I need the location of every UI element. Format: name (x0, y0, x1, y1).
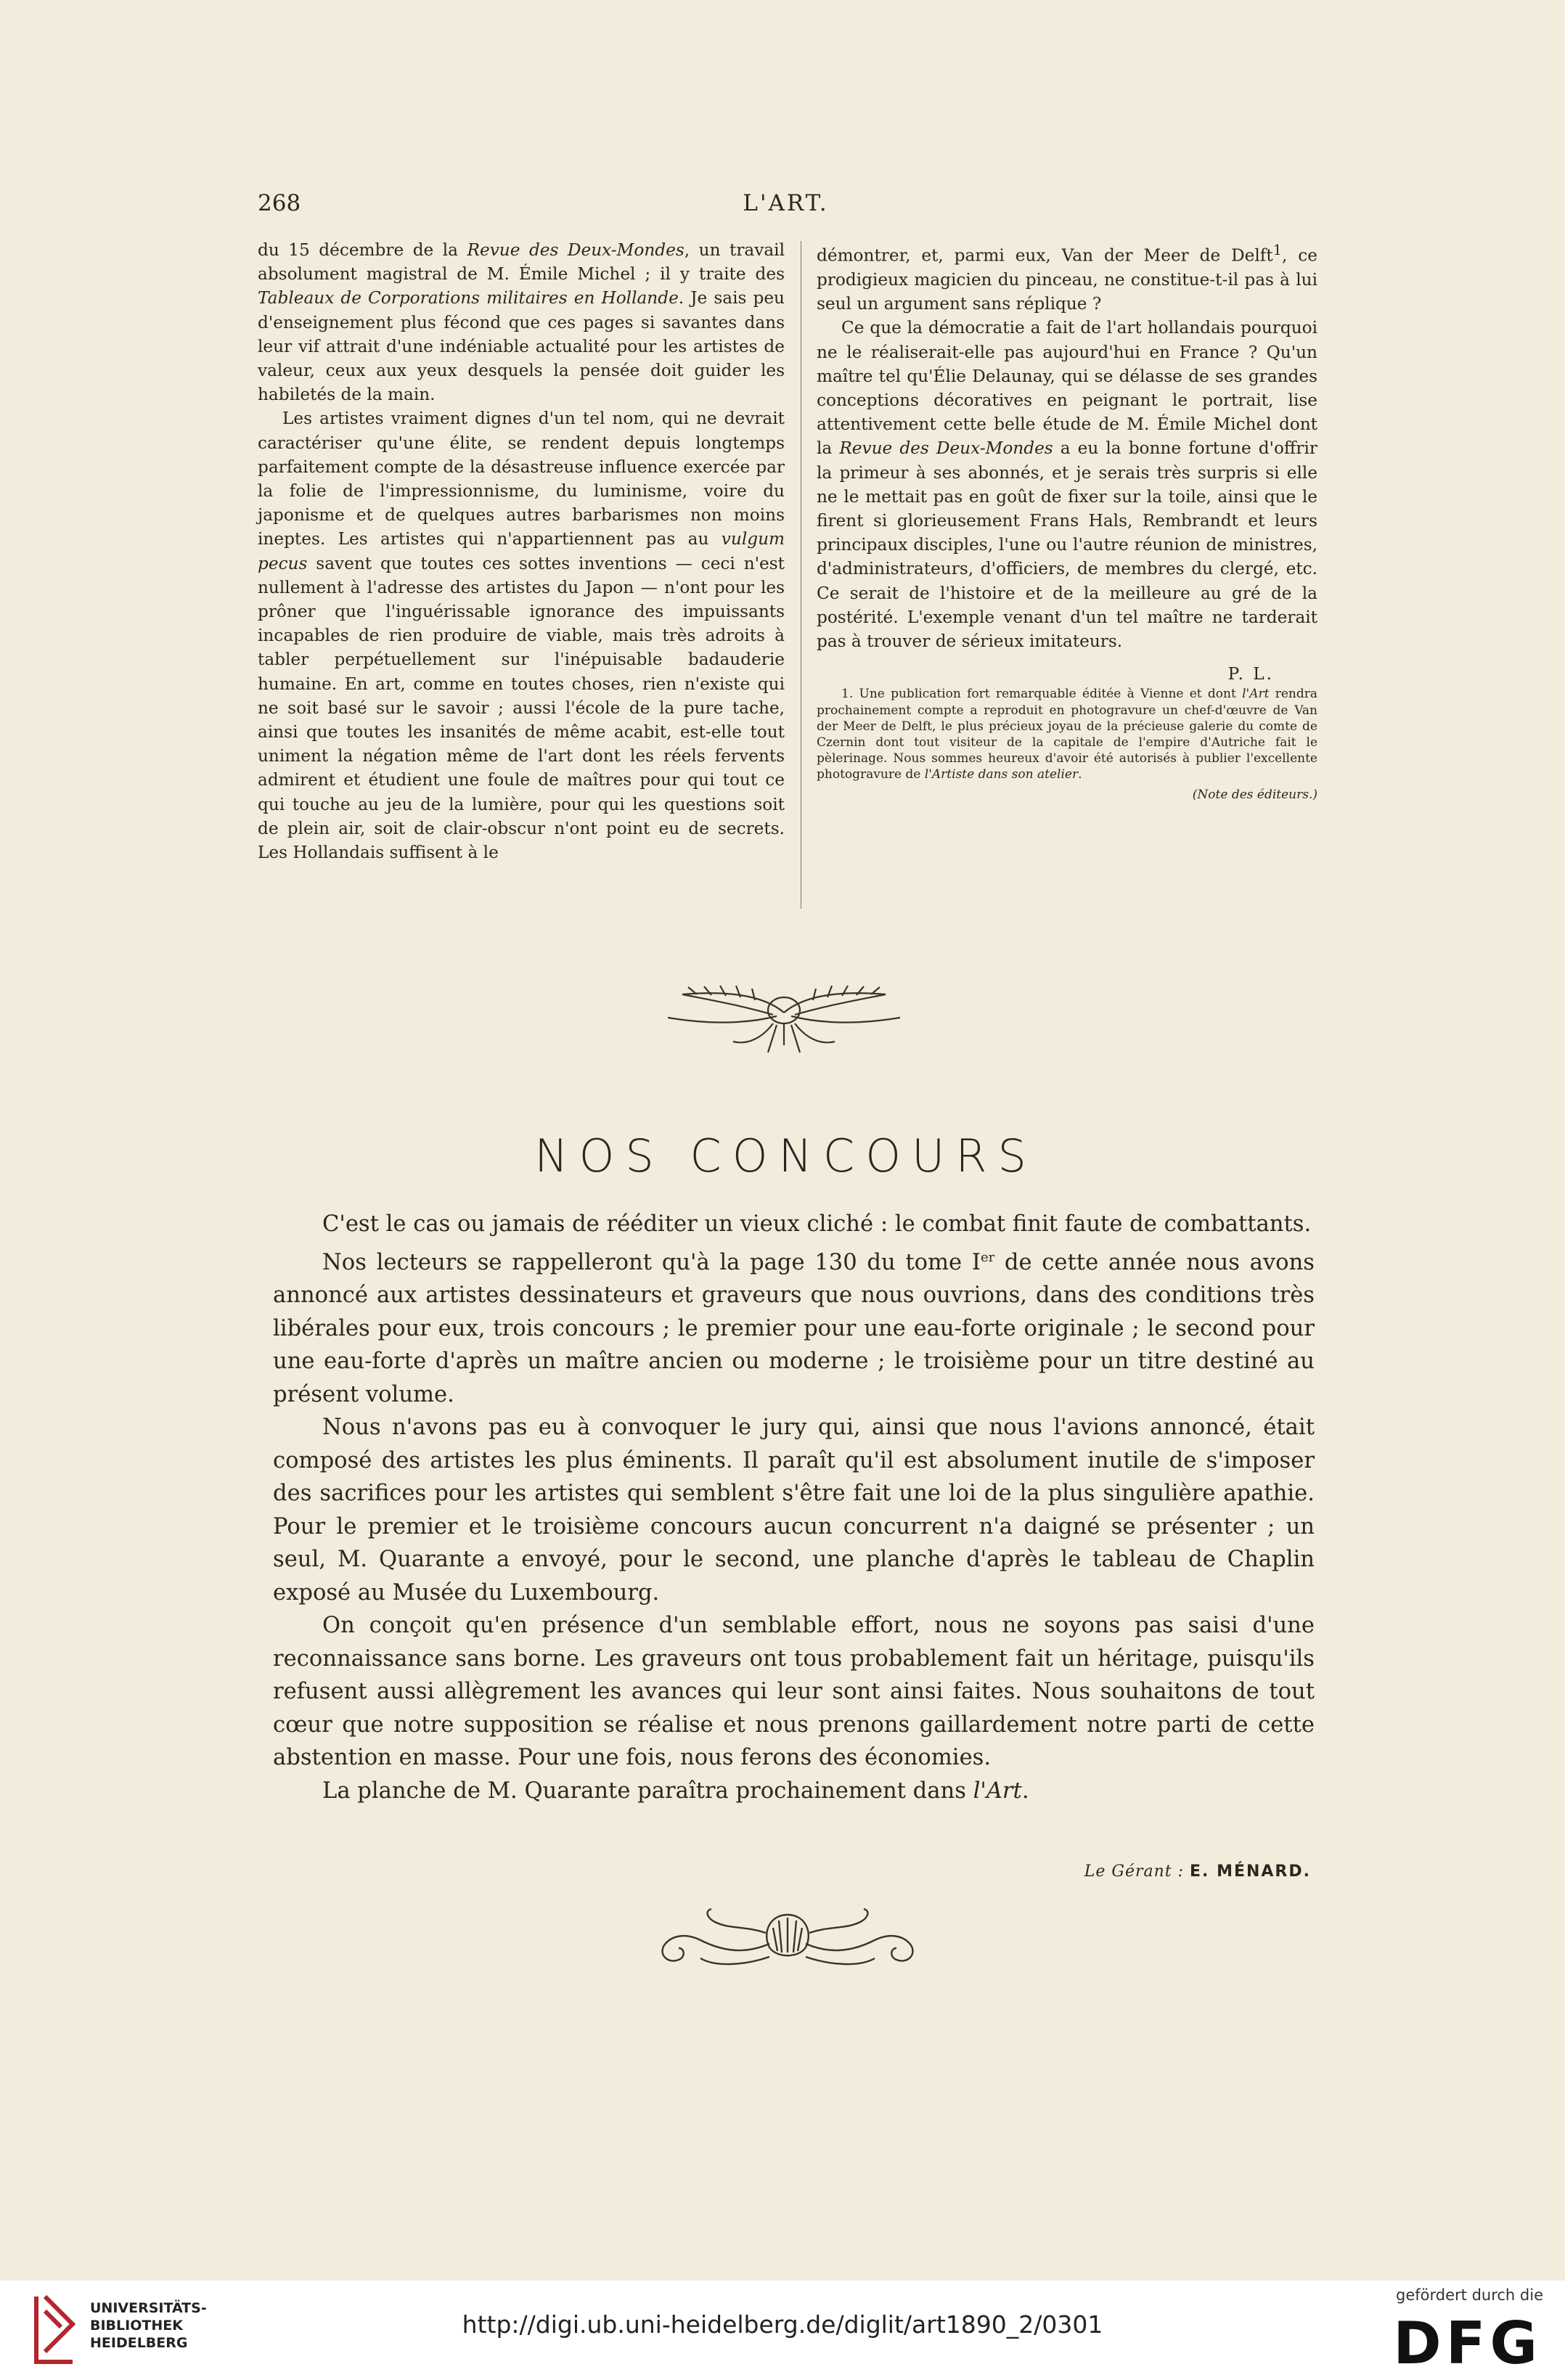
library-line: HEIDELBERG (90, 2335, 188, 2351)
left-paragraph: du 15 décembre de la Revue des Deux-Mondes, un travail absolument magistral de M. Émile Michel ; il y traite des Tableaux de Corporations militaires en Hollande. Je sais peu d'enseignement plus fécond que ces pages si savantes dans leur vif attrait d'une indéniable actualité pour les artistes de valeur, ceux aux yeux desquels la pensée doit guider les habiletés de la main. (258, 240, 785, 405)
body-paragraph: La planche de M. Quarante paraîtra prochainement dans l'Art. (322, 1778, 1029, 1804)
page-number: 268 (258, 190, 301, 216)
library-line: BIBLIOTHEK (90, 2318, 183, 2334)
right-paragraph: démontrer, et, parmi eux, Van der Meer de Delft$^1$, ce prodigieux magicien du pinceau, ne constitue-t-il pas à lui seul un argument sans réplique ? (817, 242, 1317, 314)
left-paragraph: Les artistes vraiment dignes d'un tel nom, qui ne devrait caractériser qu'une élite, se rendent depuis longtemps parfaitement compte de la désastreuse influence exercée par la folie de l'impressionnisme, du luminisme, voire du japonisme et de quelques autres barbarismes non moins ineptes. Les artistes qui n'appartiennent pas au vulgum pecus savent que toutes ces sottes inventions — ceci n'est nullement à l'adresse des artistes du Japon — n'ont pour les prôner que l'inguérissable ignorance des impuissants incapables de rien produire de viable, mais très adroits à tabler perpétuellement sur l'inépuisable badauderie humaine. En art, comme en toutes choses, rien n'existe qui ne soit basé sur le savoir ; aussi l'école de la pure tache, ainsi que toutes les insanités de même acabit, est-elle tout uniment la négation même de l'art dont les réels fervents admirent et étudient une foule de maîtres pour qui tout ce qui touche au jeu de la lumière, pour qui les questions soit de plein air, soit de clair-obscur n'ont point eu de secrets. Les Hollandais suffisent à le (258, 409, 785, 863)
body-paragraph: On conçoit qu'en présence d'un semblable effort, nous ne soyons pas saisi d'une reconnaissance sans borne. Les graveurs ont tous probablement fait un héritage, puisqu'ils refusent aussi allègrement les avances qui leur sont ainsi faites. Nous souhaitons de tout cœur que notre supposition se réalise et nous prenons gaillardement notre parti de cette abstention en masse. Pour une fois, nous ferons des économies. (273, 1613, 1315, 1771)
manager-label: Le Gérant : (1084, 1862, 1185, 1881)
section-title: NOS CONCOURS (534, 1129, 1037, 1182)
left-column (258, 238, 785, 864)
funding-note: gefördert durch die (1396, 2286, 1543, 2304)
article-body (273, 1208, 1315, 1807)
right-column (817, 238, 1317, 807)
library-line: UNIVERSITÄTS- (90, 2300, 207, 2316)
author-signature: P. L. (1227, 664, 1274, 684)
right-paragraph: Ce que la démocratie a fait de l'art hollandais pourquoi ne le réaliserait-elle pas aujourd'hui en France ? Qu'un maître tel qu'Élie Delaunay, qui se délasse de ses grandes conceptions décoratives en peignant le portrait, lise attentivement cette belle étude de M. Émile Michel dont la Revue des Deux-Mondes a eu la bonne fortune d'offrir la primeur à ses abonnés, et je serais très surpris si elle ne le mettait pas en goût de fixer sur la toile, ainsi que le firent si glorieusement Frans Hals, Rembrandt et leurs principaux disciples, l'une ou l'autre réunion de ministres, d'administrateurs, d'officiers, de membres du clergé, etc. Ce serait de l'histoire et de la meilleure au gré de la postérité. L'exemple venant d'un tel maître ne tarderait pas à trouver de sérieux imitateurs. (817, 318, 1317, 651)
manager-name: E. MÉNARD. (1190, 1862, 1311, 1881)
footnote-note: (Note des éditeurs.) (1192, 787, 1317, 802)
running-head (258, 190, 1314, 226)
shell-scroll-ornament-icon (642, 1900, 933, 1973)
floral-ornament-icon (639, 973, 929, 1060)
footnote: 1. Une publication fort remarquable éditée à Vienne et dont l'Art rendra prochainement compte a reproduit en photogravure un chef-d'œuvre de Van der Meer de Delft, le plus précieux joyau de la précieuse galerie du comte de Czernin dont tout visiteur de la capitale de l'empire d'Autriche fait le pèlerinage. Nous sommes heureux d'avoir été autorisés à publier l'excellente photogravure de l'Artiste dans son atelier. (817, 687, 1317, 782)
permalink-url[interactable]: http://digi.ub.uni-heidelberg.de/diglit/art1890_2/0301 (462, 2310, 1103, 2339)
journal-title: L'ART. (743, 190, 829, 216)
body-paragraph: Nous n'avons pas eu à convoquer le jury qui, ainsi que nous l'avions annoncé, était composé des artistes les plus éminents. Il paraît qu'il est absolument inutile de s'imposer des sacrifices pour les artistes qui semblent s'être fait une loi de la plus singulière apathie. Pour le premier et le troisième concours aucun concurrent n'a daigné se présenter ; un seul, M. Quarante a envoyé, pour le second, une planche d'après le tableau de Chaplin exposé au Musée du Luxembourg. (273, 1415, 1315, 1606)
dfg-logo: DFG (1393, 2310, 1542, 2377)
manager-signature (1084, 1862, 1311, 1881)
body-paragraph: Nos lecteurs se rappelleront qu'à la page 130 du tome Ier de cette année nous avons annoncé aux artistes dessinateurs et graveurs que nous ouvrions, dans des conditions très libérales pour eux, trois concours ; le premier pour une eau-forte originale ; le second pour une eau-forte d'après un maître ancien ou moderne ; le troisième pour un titre destiné au présent volume. (273, 1249, 1315, 1407)
body-paragraph: C'est le cas ou jamais de rééditer un vieux cliché : le combat finit faute de combattants. (322, 1211, 1312, 1237)
